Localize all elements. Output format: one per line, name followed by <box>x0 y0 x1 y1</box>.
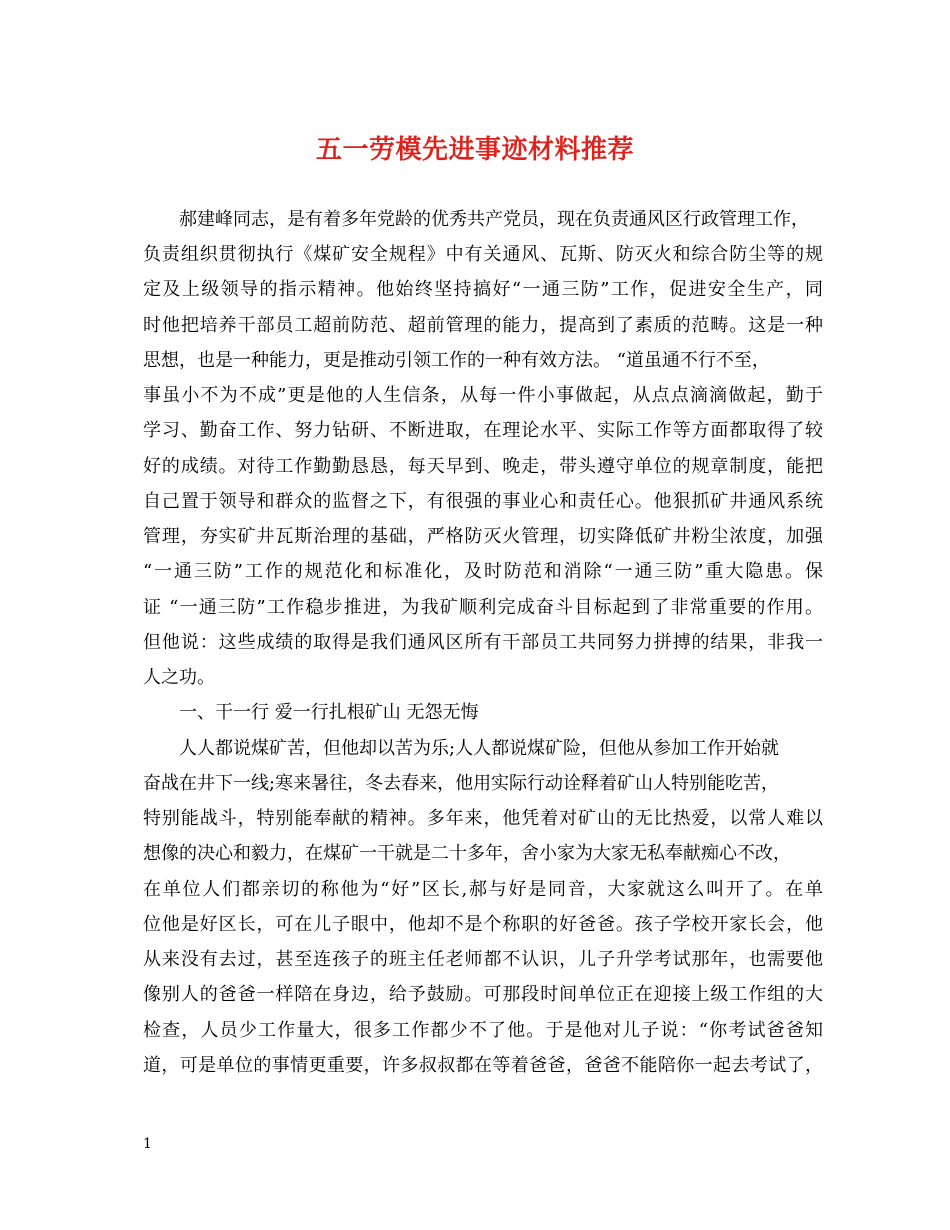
paragraph-line: 郝建峰同志，是有着多年党龄的优秀共产党员，现在负责通风区行政管理工作， <box>179 209 809 230</box>
paragraph-line: 检查，人员少工作量大，很多工作都少不了他。于是他对儿子说：“你考试爸爸知 <box>143 1020 823 1041</box>
paragraph-line: 从来没有去过，甚至连孩子的班主任老师都不认识，儿子升学考试那年，也需要他 <box>143 949 823 970</box>
paragraph-line: “一通三防”工作的规范化和标准化，及时防范和消除“一通三防”重大隐患。保 <box>143 561 823 582</box>
page-number: 1 <box>143 1136 152 1152</box>
paragraph-line: 道，可是单位的事情更重要，许多叔叔都在等着爸爸，爸爸不能陪你一起去考试了， <box>143 1055 823 1076</box>
document-title: 五一劳模先进事迹材料推荐 <box>315 135 634 165</box>
paragraph-line: 但他说：这些成绩的取得是我们通风区所有干部员工共同努力拼搏的结果，非我一 <box>143 632 823 653</box>
paragraph-line: 在单位人们都亲切的称他为“好”区长,郝与好是同音，大家就这么叫开了。在单 <box>143 879 823 900</box>
paragraph-line: 时他把培养干部员工超前防范、超前管理的能力，提高到了素质的范畴。这是一种 <box>143 315 823 336</box>
section-heading: 一、干一行 爱一行扎根矿山 无怨无悔 <box>179 702 479 723</box>
paragraph-line: 思想，也是一种能力，更是推动引领工作的一种有效方法。 “道虽通不行不至， <box>143 350 770 371</box>
paragraph-line: 人人都说煤矿苦，但他却以苦为乐;人人都说煤矿险，但他从参加工作开始就 <box>179 738 780 759</box>
paragraph-line: 负责组织贯彻执行《煤矿安全规程》中有关通风、瓦斯、防灭火和综合防尘等的规 <box>143 244 823 265</box>
paragraph-line: 好的成绩。对待工作勤勤恳恳，每天早到、晚走，带头遵守单位的规章制度，能把 <box>143 456 823 477</box>
paragraph-line: 位他是好区长，可在儿子眼中，他却不是个称职的好爸爸。孩子学校开家长会，他 <box>143 914 823 935</box>
paragraph-line: 像别人的爸爸一样陪在身边，给予鼓励。可那段时间单位正在迎接上级工作组的大 <box>143 984 823 1005</box>
paragraph-line: 学习、勤奋工作、努力钻研、不断进取，在理论水平、实际工作等方面都取得了较 <box>143 420 823 441</box>
paragraph-line: 证 “一通三防”工作稳步推进，为我矿顺利完成奋斗目标起到了非常重要的作用。 <box>143 597 823 618</box>
paragraph-line: 想像的决心和毅力，在煤矿一干就是二十多年，舍小家为大家无私奉献痴心不改， <box>143 843 791 864</box>
paragraph-line: 自己置于领导和群众的监督之下，有很强的事业心和责任心。他狠抓矿井通风系统 <box>143 491 823 512</box>
paragraph-line: 奋战在井下一线;寒来暑往，冬去春来，他用实际行动诠释着矿山人特别能吃苦， <box>143 773 780 794</box>
paragraph-line: 定及上级领导的指示精神。他始终坚持搞好“一通三防”工作，促进安全生产，同 <box>143 279 823 300</box>
paragraph-line: 特别能战斗，特别能奉献的精神。多年来，他凭着对矿山的无比热爱，以常人难以 <box>143 808 823 829</box>
paragraph-line: 人之功。 <box>143 667 215 688</box>
paragraph-line: 事虽小不为不成”更是他的人生信条，从每一件小事做起，从点点滴滴做起，勤于 <box>143 385 823 406</box>
paragraph-line: 管理，夯实矿井瓦斯治理的基础，严格防灭火管理，切实降低矿井粉尘浓度，加强 <box>143 526 823 547</box>
